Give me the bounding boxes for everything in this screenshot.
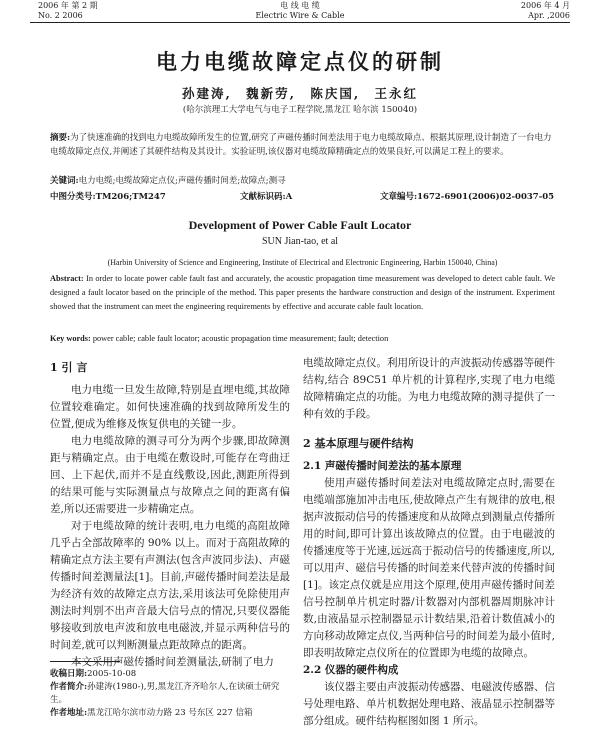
received-label: 收稿日期: — [50, 669, 88, 679]
footnote-author — [50, 681, 290, 707]
header-issue-cn: 2006 年 第 2 期 — [38, 1, 98, 10]
received-date: 2005-10-08 — [87, 669, 137, 679]
paragraph: 电缆故障定点仪。利用所设计的声波振动传感器等硬件结构,结合 89C51 单片机的计算程序,实现了电力电缆故障精确定点的功能。为电力电缆故障的测寻提供了一种有效的手段。 — [303, 357, 555, 420]
keywords-cn-text: 电力电缆;电缆故障定点仪;声磁传播时间差;故障点;测寻 — [78, 176, 286, 186]
footnote-address — [50, 707, 290, 720]
article-number: 文章编号:1672-6901(2006)02-0037-05 — [380, 192, 555, 202]
paper-title: 电力电缆故障定点仪的研制 — [156, 49, 444, 74]
running-header — [0, 0, 600, 24]
paragraph: 该仪器主要由声波振动传感器、电磁波传感器、信号处理电路、单片机数据处理电路、液晶显示控制器等部分组成。硬件结构框图如图 1 所示。 — [303, 681, 555, 727]
author-list-en: SUN Jian-tao, et al — [261, 236, 339, 247]
subsection-2-2-heading: 2.2 仪器的硬件构成 — [303, 664, 399, 676]
paper-title-en: Development of Power Cable Fault Locator — [188, 218, 412, 232]
affiliation: (哈尔滨理工大学电气与电子工程学院,黑龙江 哈尔滨 150040) — [182, 105, 418, 115]
paragraph: 本文采用声磁传播时间差测量法,研制了电力 — [71, 656, 274, 668]
author-list: 孙建涛, 魏新劳, 陈庆国, 王永红 — [181, 86, 419, 101]
header-rule — [30, 22, 570, 23]
footnote — [50, 661, 290, 720]
section-2-heading: 2 基本原理与硬件结构 — [303, 437, 414, 450]
header-journal-en: Electric Wire & Cable — [255, 11, 345, 20]
keywords-cn-label: 关键词: — [50, 176, 79, 186]
section-1-heading: 1 引 言 — [50, 361, 88, 374]
abstract-cn — [50, 131, 555, 159]
abstract-cn-text: 为了快速准确的找到电力电缆故障所发生的位置,研究了声磁传播时间差法用于电力电缆故障点、根据其原理,设计制造了一台电力电缆故障定点仪,并阐述了其硬件结构及其设计。实验证明,该仪器对电缆故障精确定点的效果良好,可以满足工程上的要求。 — [50, 133, 552, 157]
affiliation-en: (Harbin University of Science and Engineering, Institute of Electrical and Electronic Engineering, Harbin 150040, China) — [107, 258, 498, 267]
document-code: 文献标识码:A — [240, 192, 293, 202]
body-column-right — [303, 355, 555, 730]
header-center — [0, 1, 600, 21]
subsection-2-1-heading: 2.1 声磁传播时间差法的基本原理 — [303, 460, 462, 472]
author-bio-label: 作者简介: — [50, 682, 88, 692]
address-label: 作者地址: — [50, 708, 88, 718]
paragraph: 对于电缆故障的统计表明,电力电缆的高阻故障几乎占全部故障率的 90% 以上。而对于高阻故障的精确定点方法主要有声测法(包含声波同步法)、声磁传播时间差测量法[1]。目前,声磁传播时间差法是最为经济有效的故障定点方法,采用该法可免除使用声测法时判别不出声音最大信号点的情况,只要仪器能够接收到放电声波和放电电磁波,并显示两种信号的时间差,就可以判断测量点距故障点的距离。 — [50, 520, 291, 651]
author-bio: 孙建涛(1980-),男,黑龙江齐齐哈尔人,在读硕士研究生。 — [50, 682, 280, 705]
header-date-cn: 2006 年 4 月 — [520, 1, 570, 10]
abstract-en-text: In order to locate power cable fault fast and accurately, the acoustic propagation time measurement was developed to detect cable fault. We designed a fault locator based on the principle of the method. This paper presents the hardware construction and design of the instrument. Experiment showed that the instrument can meet the engineering requirements by effective and accurate cable fault location. — [50, 274, 556, 311]
paragraph: 电力电缆故障的测寻可分为两个步骤,即故障测距与精确定点。由于电缆在敷设时,可能存在弯曲迂回、上下起伏,而并不是直线敷设,因此,测距所得到的结果可能与实际测量点与故障点之间的距离有偏差,所以还需要进一步精确定点。 — [50, 435, 290, 515]
keywords-en — [50, 334, 555, 343]
paragraph: 使用声磁传播时间差法对电缆故障定点时,需要在电缆端部施加冲击电压,使故障点产生有规律的放电,根据声波振动信号的传播速度和从故障点到测量点传播所用的时间,即可计算出该故障点的位置。由于电磁波的传播速度等于光速,远远高于振动信号的传播速度,所以,可以用声、磁信号传播的时间差来代替声波的传播时间[1]。该定点仪就是应用这个原理,使用声磁传播时间差信号控制单片机定时器/计数器对内部机器周期脉冲计数,由液晶显示控制器显示计数结果,沿着计数值减小的方向移动故障定点仪,当两种信号的时间差为最小值时,即表明故障定点仪所在的位置即为电缆的故障点。 — [303, 477, 555, 659]
address-value: 黑龙江哈尔滨市动力路 23 号东区 227 信箱 — [87, 708, 253, 718]
abstract-en — [50, 272, 555, 314]
header-journal-cn: 电 线 电 缆 — [280, 1, 320, 10]
keywords-en-label: Key words: — [50, 334, 91, 343]
header-date-en: Apr. ,2006 — [528, 11, 570, 20]
header-issue-en: No. 2 2006 — [38, 11, 83, 20]
keywords-en-text: power cable; cable fault locator; acoustic propagation time measurement; fault; detection — [92, 334, 389, 343]
body-column-left — [50, 355, 290, 671]
abstract-en-label: Abstract: — [50, 274, 84, 283]
footnote-received — [50, 668, 290, 681]
paragraph: 电力电缆一旦发生故障,特别是直埋电缆,其故障位置较难确定。如何快速准确的找到故障所发生的位置,便成为维修及恢复供电的关键一步。 — [50, 384, 290, 430]
abstract-cn-label: 摘要: — [50, 133, 71, 143]
clc-number: 中图分类号:TM206;TM247 — [50, 192, 166, 202]
header-right — [521, 1, 570, 21]
footnote-rule — [50, 661, 120, 662]
keywords-cn — [50, 174, 555, 186]
